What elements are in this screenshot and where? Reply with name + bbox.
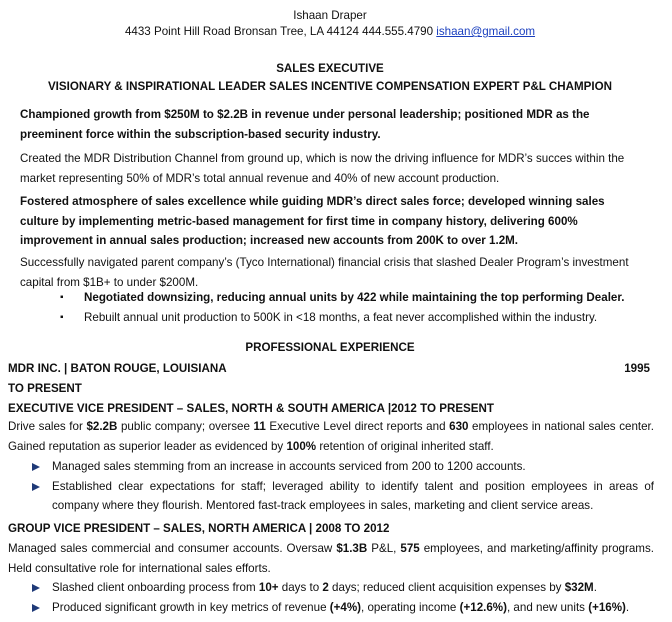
- role-bullets-gvp: [30, 578, 654, 617]
- resume-title: SALES EXECUTIVE: [276, 62, 384, 75]
- list-item: Managed sales stemming from an increase in accounts serviced from 200 to 1200 accounts.: [30, 457, 654, 477]
- summary-bullet-list: [60, 288, 660, 327]
- role-description-gvp: Managed sales commercial and consumer accounts. Oversaw $1.3B P&L, 575 employees, and marketing/affinity programs. Held consultative role for international sales efforts.: [8, 542, 654, 575]
- company-header: [8, 359, 650, 398]
- role-bullets-evp: [30, 457, 654, 516]
- address-text: 4433 Point Hill Road Bronsan Tree, LA 44124 444.555.4790: [124, 25, 437, 38]
- section-heading-experience: PROFESSIONAL EXPERIENCE: [245, 341, 415, 354]
- company-tenure-tail: TO PRESENT: [8, 381, 82, 395]
- list-item: ▪ Negotiated downsizing, reducing annual units by 422 while maintaining the top performing Dealer.: [60, 288, 660, 308]
- email-link[interactable]: ishaan@gmail.com: [436, 25, 536, 38]
- list-item: Produced significant growth in key metrics of revenue (+4%), operating income (+12.6%), and new units (+16%).: [30, 598, 654, 618]
- list-item: Slashed client onboarding process from 10+ days to 2 days; reduced client acquisition expenses by $32M.: [30, 578, 654, 598]
- candidate-name: Ishaan Draper: [293, 9, 367, 22]
- company-name: MDR INC. | BATON ROUGE, LOUISIANA: [8, 362, 227, 375]
- role-description-evp: Drive sales for $2.2B public company; oversee 11 Executive Level direct reports and 630 employees in national sales center. Gained reputation as superior leader as evidenced by 100% retention of original inherited staff.: [8, 420, 654, 453]
- summary-paragraph-4: Successfully navigated parent company’s (Tyco International) financial crisis that slashed Dealer Program’s investment capital from $1B+ to under $200M.: [20, 256, 629, 289]
- resume-subtitle: VISIONARY & INSPIRATIONAL LEADER SALES INCENTIVE COMPENSATION EXPERT P&L CHAMPION: [47, 80, 613, 93]
- list-item: ▪ Rebuilt annual unit production to 500K in <18 months, a feat never accomplished within the industry.: [60, 308, 660, 328]
- role-title-gvp: GROUP VICE PRESIDENT – SALES, NORTH AMERICA | 2008 TO 2012: [8, 522, 390, 535]
- role-title-evp: EXECUTIVE VICE PRESIDENT – SALES, NORTH & SOUTH AMERICA |2012 TO PRESENT: [8, 402, 494, 415]
- summary-paragraph-2: Created the MDR Distribution Channel from ground up, which is now the driving influence for MDR’s succes within the market representing 50% of MDR’s total annual revenue and 40% of new account production.: [20, 152, 625, 185]
- summary-paragraph-1: Championed growth from $250M to $2.2B in revenue under personal leadership; positioned MDR as the preeminent force within the subscription-based security industry.: [20, 108, 590, 141]
- list-item: Established clear expectations for staff; leveraged ability to identify talent and position employees in areas of company where they flourish. Mentored fast-track employees in sales, marketing and client service areas.: [30, 477, 654, 516]
- contact-line: [0, 22, 660, 42]
- company-start-year: 1995: [624, 362, 650, 375]
- summary-paragraph-3: Fostered atmosphere of sales excellence while guiding MDR’s direct sales force; developed winning sales culture by implementing metric-based management for first time in company history, delivering 600% improvement in annual sales production; increased new accounts from 200K to over 1.2M.: [20, 195, 605, 247]
